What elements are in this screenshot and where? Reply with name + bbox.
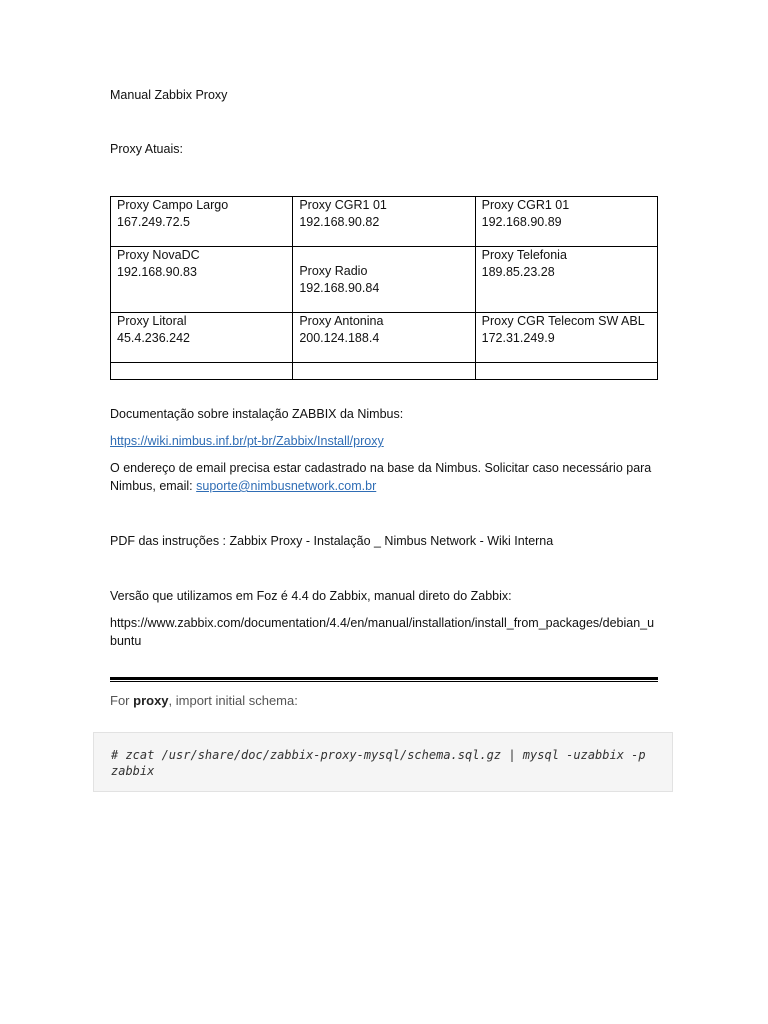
zabbix-url-text: https://www.zabbix.com/documentation/4.4/en/manual/installation/install_from_packages/debian_ubuntu [110, 616, 655, 648]
empty-cell [293, 363, 475, 380]
proxy-cell [475, 313, 657, 363]
proxy-table [110, 196, 658, 380]
proxy-ip: 45.4.236.242 [117, 330, 190, 345]
proxy-name: Proxy CGR Telecom SW ABL [481, 314, 645, 328]
double-rule-divider [110, 677, 658, 682]
support-email-link[interactable]: suporte@nimbusnetwork.com.br [196, 479, 377, 493]
proxy-name: Proxy Campo Largo [117, 198, 229, 212]
proxy-ip: 192.168.90.89 [481, 214, 562, 229]
proxy-ip: 167.249.72.5 [117, 214, 190, 229]
proxy-name: Proxy Radio [299, 264, 368, 278]
proxy-cell [475, 197, 657, 247]
nimbus-wiki-link[interactable]: https://wiki.nimbus.inf.br/pt-br/Zabbix/Install/proxy [110, 434, 384, 448]
proxy-cell [475, 247, 657, 313]
empty-cell [111, 363, 293, 380]
proxy-cell [293, 313, 475, 363]
proxy-ip: 189.85.23.28 [481, 264, 555, 279]
schema-instruction [110, 693, 298, 708]
proxy-ip: 192.168.90.82 [299, 214, 380, 229]
proxy-cell [111, 313, 293, 363]
proxy-ip: 192.168.90.84 [299, 280, 380, 295]
proxy-name: Proxy CGR1 01 [481, 198, 570, 212]
table-row [111, 197, 658, 247]
proxy-heading: Proxy Atuais: [110, 142, 183, 156]
table-row-empty [111, 363, 658, 380]
proxy-ip: 192.168.90.83 [117, 264, 197, 279]
proxy-cell [111, 247, 293, 313]
proxy-name: Proxy Litoral [117, 314, 187, 328]
schema-prefix: For [110, 693, 134, 708]
proxy-cell [111, 197, 293, 247]
table-row [111, 313, 658, 363]
proxy-name: Proxy NovaDC [117, 248, 200, 262]
schema-suffix: , import initial schema: [168, 693, 298, 708]
proxy-cell [293, 247, 475, 313]
pdf-paragraph: PDF das instruções : Zabbix Proxy - Instalação _ Nimbus Network - Wiki Interna [110, 534, 554, 548]
proxy-name: Proxy CGR1 01 [299, 198, 387, 212]
email-paragraph [110, 459, 658, 495]
doc-link-line [110, 432, 658, 450]
proxy-cell [293, 197, 475, 247]
proxy-name: Proxy Telefonia [481, 248, 567, 262]
document-title: Manual Zabbix Proxy [110, 88, 228, 102]
proxy-name: Proxy Antonina [299, 314, 384, 328]
code-command: # zcat /usr/share/doc/zabbix-proxy-mysql/schema.sql.gz | mysql -uzabbix -p zabbix [111, 748, 653, 778]
email-text: O endereço de email precisa estar cadastrado na base da Nimbus. Solicitar caso necessário para Nimbus, email: [110, 461, 652, 493]
proxy-ip: 200.124.188.4 [299, 330, 380, 345]
proxy-ip: 172.31.249.9 [481, 330, 555, 345]
schema-bold-word: proxy [133, 693, 169, 708]
code-block [93, 732, 673, 792]
table-row [111, 247, 658, 313]
empty-cell [475, 363, 657, 380]
version-paragraph: Versão que utilizamos em Foz é 4.4 do Zabbix, manual direto do Zabbix: [110, 589, 512, 603]
doc-heading: Documentação sobre instalação ZABBIX da Nimbus: [110, 407, 404, 421]
